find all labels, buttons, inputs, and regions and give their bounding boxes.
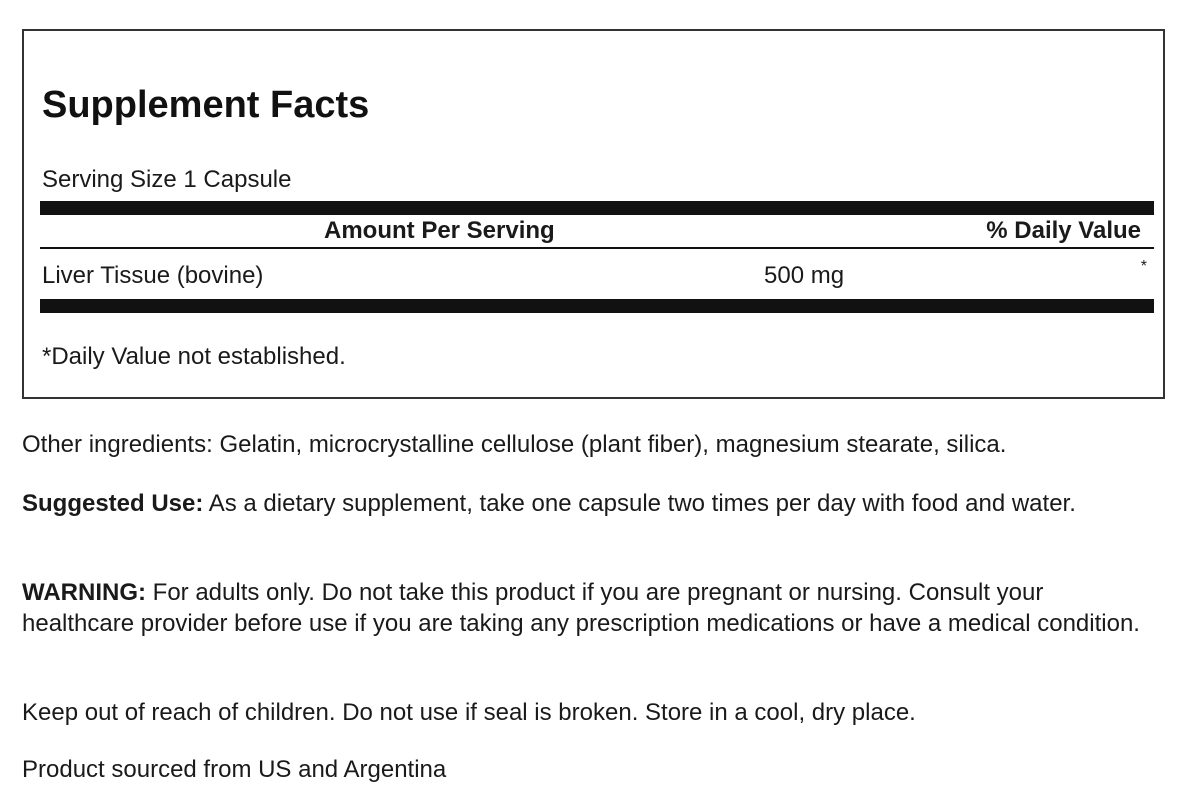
supplement-facts-panel bbox=[22, 29, 1165, 399]
warning-text: For adults only. Do not take this product if you are pregnant or nursing. Consult your healthcare provider before use if you are taking any prescription medications or have a medical condition. bbox=[22, 579, 1140, 637]
thick-divider-top bbox=[40, 201, 1154, 215]
suggested-use bbox=[22, 488, 1162, 519]
serving-size: Serving Size 1 Capsule bbox=[42, 166, 292, 193]
thick-divider-bottom bbox=[40, 299, 1154, 313]
daily-value-footnote: *Daily Value not established. bbox=[42, 343, 346, 370]
ingredient-daily-value: * bbox=[1140, 258, 1147, 275]
storage-instructions: Keep out of reach of children. Do not use if seal is broken. Store in a cool, dry place. bbox=[22, 699, 916, 726]
thin-divider bbox=[40, 247, 1154, 249]
warning bbox=[22, 577, 1162, 639]
header-daily-value: % Daily Value bbox=[986, 217, 1141, 244]
warning-label: WARNING: bbox=[22, 579, 146, 606]
suggested-use-text: As a dietary supplement, take one capsule two times per day with food and water. bbox=[203, 490, 1076, 517]
ingredient-name: Liver Tissue (bovine) bbox=[42, 262, 264, 289]
header-amount-per-serving: Amount Per Serving bbox=[324, 217, 555, 244]
ingredient-amount: 500 mg bbox=[764, 262, 845, 289]
other-ingredients: Other ingredients: Gelatin, microcrystalline cellulose (plant fiber), magnesium stearate, silica. bbox=[22, 431, 1007, 458]
suggested-use-label: Suggested Use: bbox=[22, 490, 204, 517]
panel-title: Supplement Facts bbox=[42, 84, 370, 126]
product-sourcing: Product sourced from US and Argentina bbox=[22, 756, 447, 783]
